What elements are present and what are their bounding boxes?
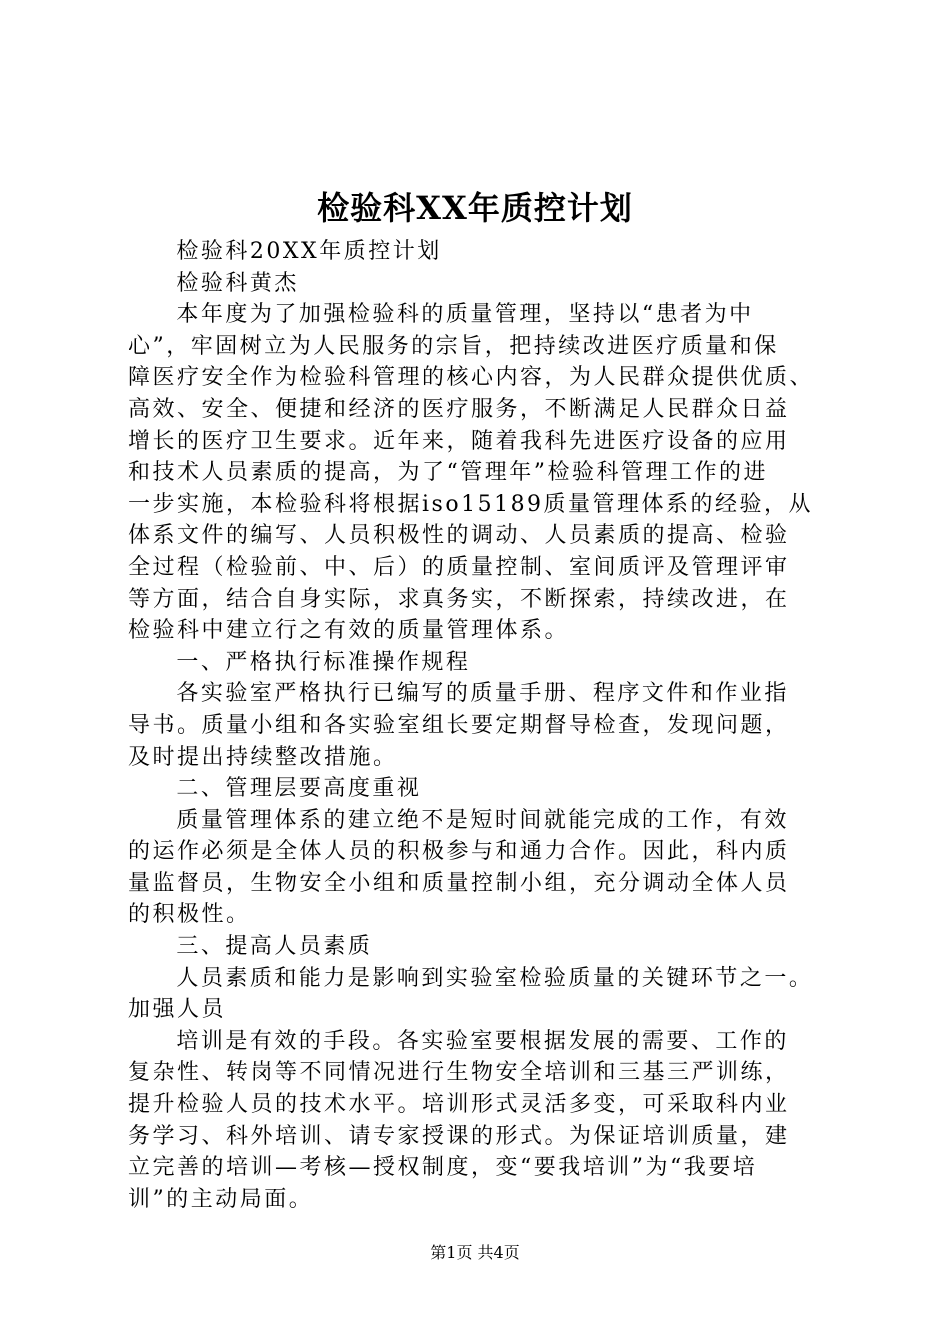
intro-paragraph: 本年度为了加强检验科的质量管理，坚持以“患者为中 心”，牢固树立为人民服务的宗旨，把持续改进医疗质量和保 障医疗安全作为检验科管理的核心内容，为人民群众提供优质、 高效、安全、便捷和经济的医疗服务，不断满足人民群众日益 增长的医疗卫生要求。近年来，随着我科先进医疗设备的应用 和技术人员素质的提高，为了“管理年”检验科管理工作的进 一步实施，本检验科将根据iso15189质量管理体系的经验，从 体系文件的编写、人员积极性的调动、人员素质的提高、检验 全过程（检验前、中、后）的质量控制、室间质评及管理评审 等方面，结合自身实际，求真务实，不断探索，持续改进，在 检验科中建立行之有效的质量管理体系。 [128, 302, 815, 644]
section-heading-3: 三、提高人员素质 [176, 934, 373, 960]
document-body [128, 236, 840, 1215]
section-body-3b: 培训是有效的手段。各实验室要根据发展的需要、工作的 复杂性、转岗等不同情况进行生物安全培训和三基三严训练， 提升检验人员的技术水平。培训形式灵活多变，可采取科内业 务学习、科外培训、请专家授课的形式。为保证培训质量，建 立完善的培训—考核—授权制度，变“要我培训”为“我要培 训”的主动局面。 [128, 1028, 790, 1212]
section-heading-2: 二、管理层要高度重视 [176, 776, 422, 802]
author-paragraph: 检验科黄杰 [176, 270, 299, 296]
section-body-3a: 人员素质和能力是影响到实验室检验质量的关键环节之一。 加强人员 [128, 965, 814, 1023]
section-body-1: 各实验室严格执行已编写的质量手册、程序文件和作业指 导书。质量小组和各实验室组长要定期督导检查，发现问题， 及时提出持续整改措施。 [128, 681, 790, 770]
section-body-2: 质量管理体系的建立绝不是短时间就能完成的工作，有效 的运作必须是全体人员的积极参与和通力合作。因此，科内质 量监督员，生物安全小组和质量控制小组，充分调动全体人员 的积极性。 [128, 807, 790, 928]
document-title: 检验科XX年质控计划 [317, 189, 633, 227]
subtitle-paragraph: 检验科20XX年质控计划 [176, 239, 442, 264]
page-number-footer: 第1页 共4页 [430, 1243, 520, 1262]
section-heading-1: 一、严格执行标准操作规程 [176, 649, 471, 675]
